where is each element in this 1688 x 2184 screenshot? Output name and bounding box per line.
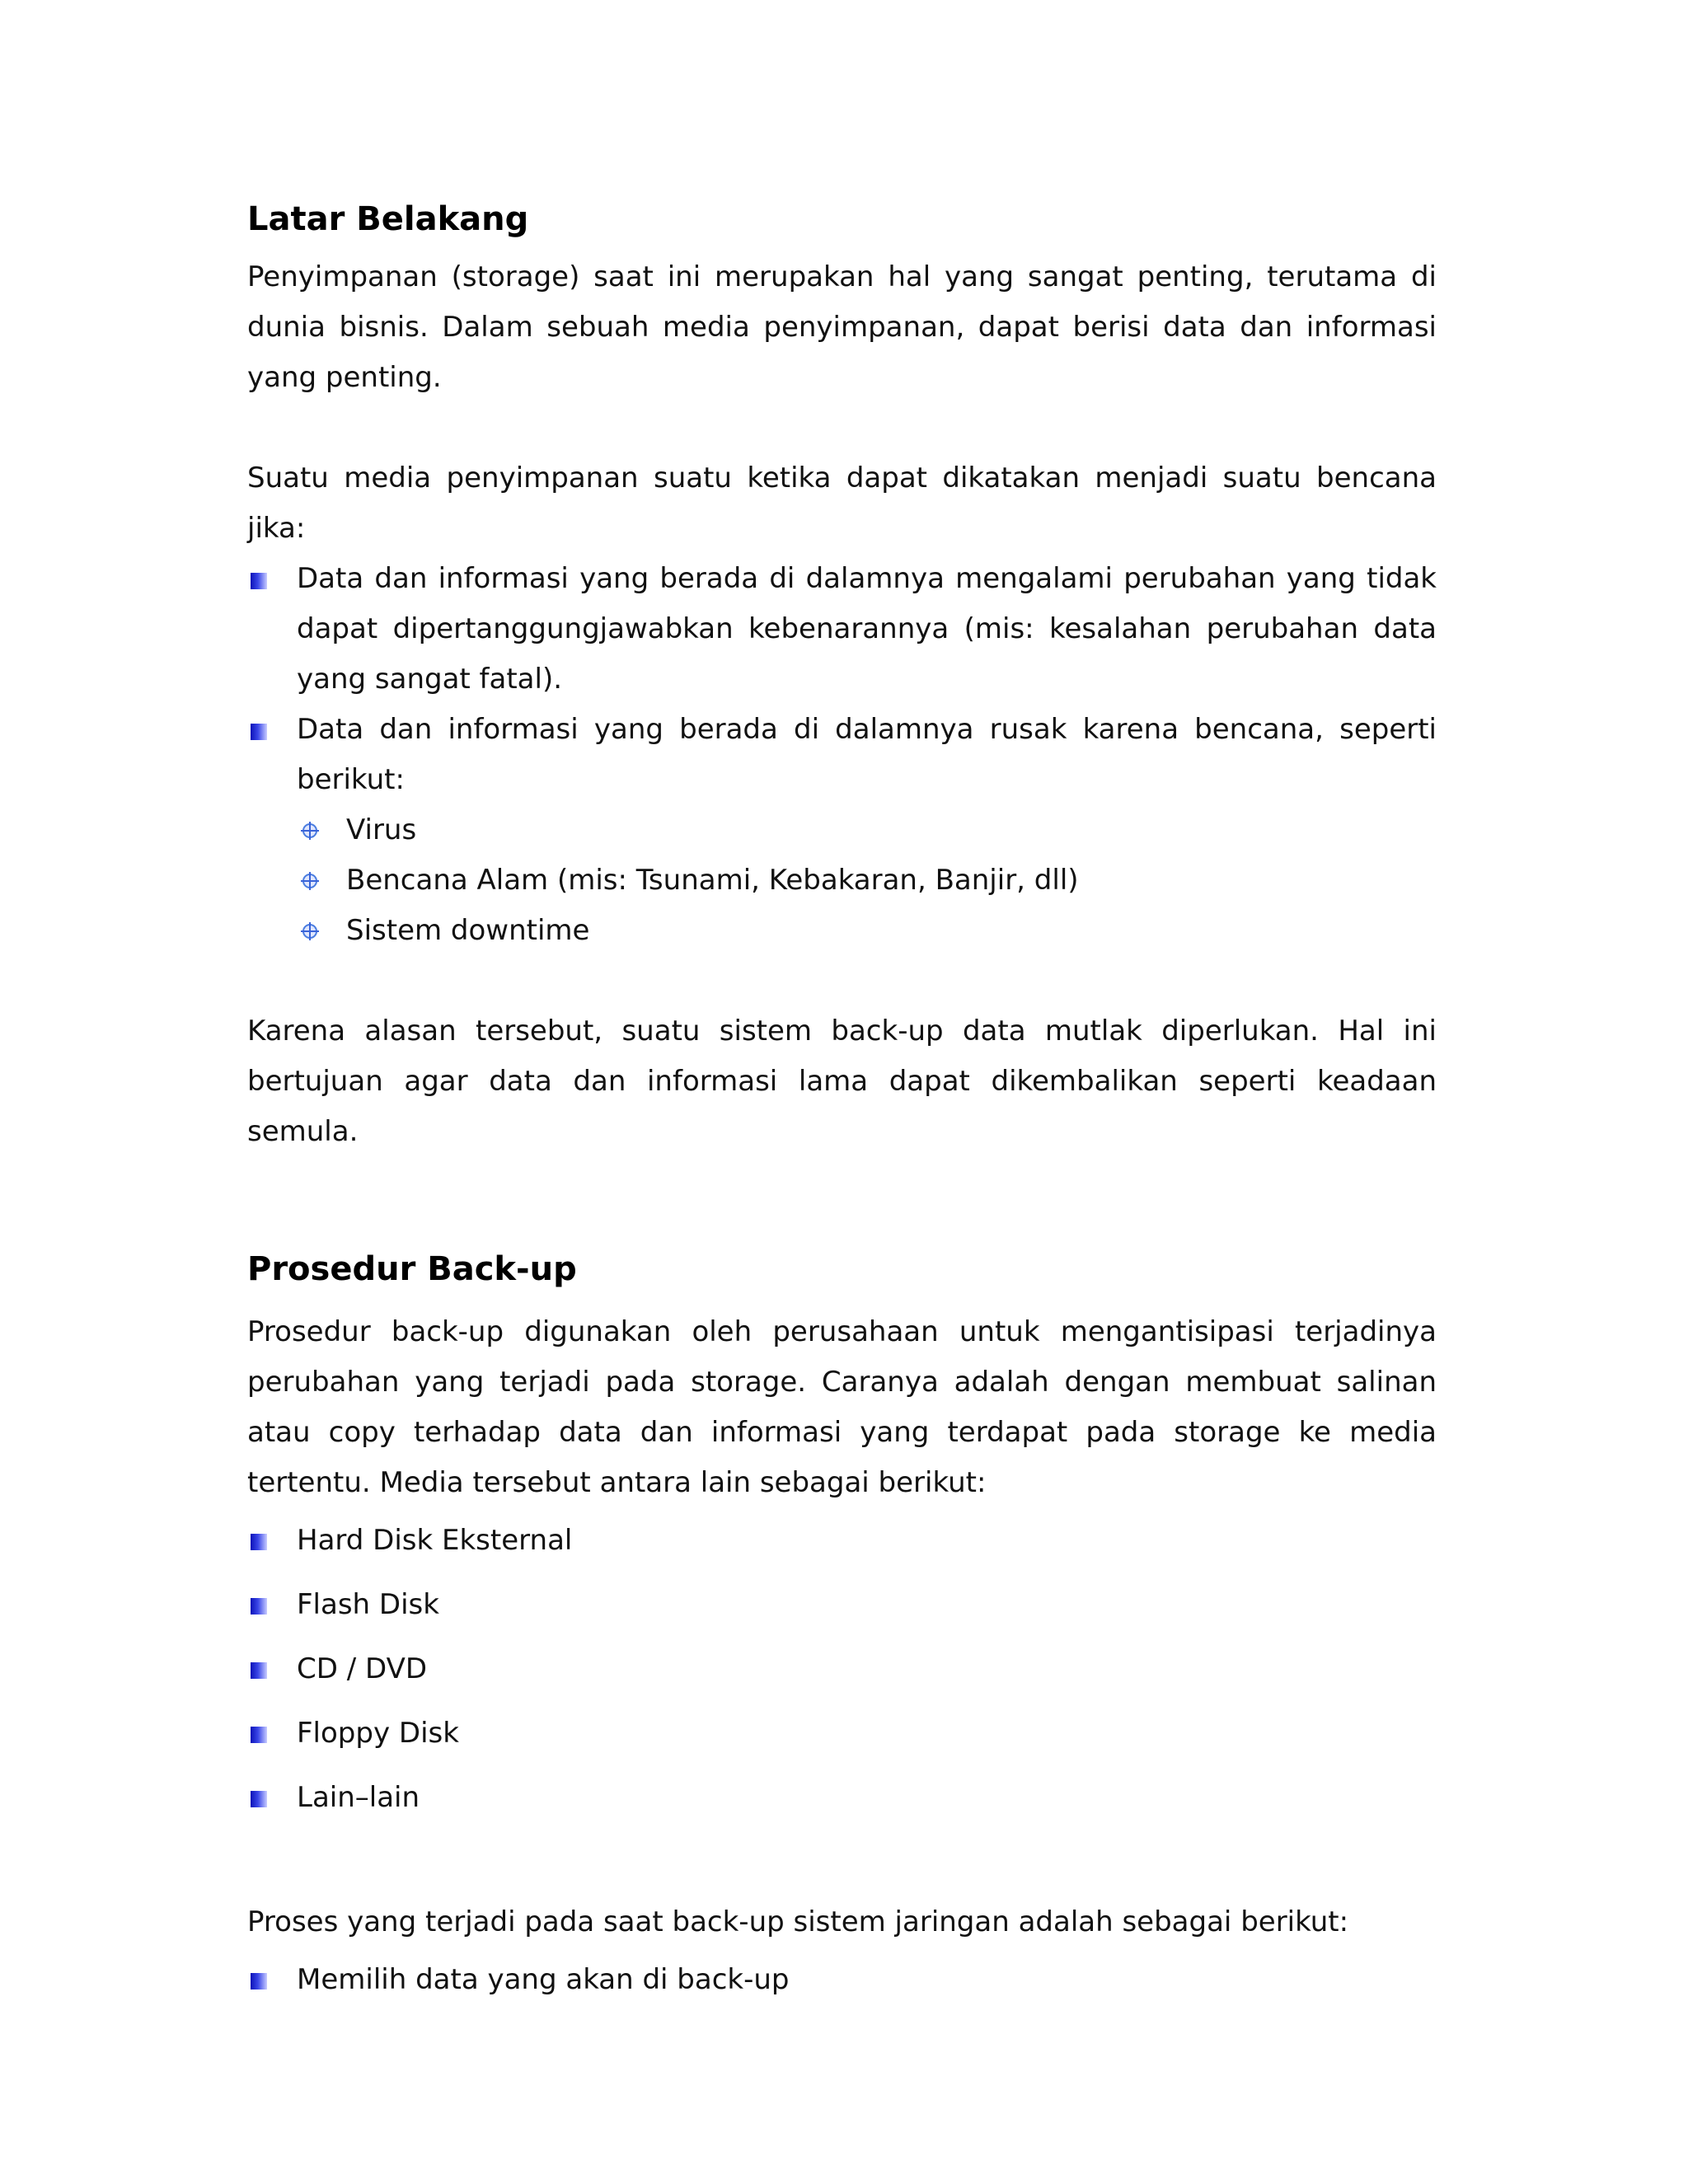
list-item [247, 554, 1437, 705]
crosshair-bullet-icon [300, 921, 320, 941]
section-heading-latar-belakang: Latar Belakang [247, 200, 529, 238]
paragraph-intro: Penyimpanan (storage) saat ini merupakan hal yang sangat penting, terutama di dunia bisnis. Dalam sebuah media penyimpanan, dapat berisi data dan informasi yang penting. [247, 260, 1437, 394]
list-item [247, 1637, 1437, 1701]
square-bullet-icon [251, 1791, 267, 1807]
paragraph-condition: Suatu media penyimpanan suatu ketika dapat dikatakan menjadi suatu bencana jika: [247, 462, 1437, 545]
square-bullet-icon [251, 573, 267, 589]
list-item [297, 855, 1437, 906]
paragraph-conclusion: Karena alasan tersebut, suatu sistem back-up data mutlak diperlukan. Hal ini bertujuan agar data dan informasi lama dapat dikembalikan seperti keadaan semula. [247, 1015, 1437, 1148]
square-bullet-icon [251, 1598, 267, 1615]
backup-media-list [247, 1508, 1437, 1830]
disaster-types-list [297, 805, 1437, 956]
list-item-text: Memilih data yang akan di back-up [297, 1963, 790, 1996]
backup-steps-list [247, 1947, 1437, 2012]
paragraph-backup-process: Proses yang terjadi pada saat back-up sistem jaringan adalah sebagai berikut: [247, 1905, 1349, 1938]
list-item-text: CD / DVD [297, 1652, 428, 1685]
crosshair-bullet-icon [300, 871, 320, 891]
list-item-text: Bencana Alam (mis: Tsunami, Kebakaran, Banjir, dll) [346, 864, 1079, 897]
square-bullet-icon [251, 1662, 267, 1679]
square-bullet-icon [251, 1534, 267, 1550]
list-item-text: Sistem downtime [346, 914, 590, 947]
square-bullet-icon [251, 724, 267, 740]
list-item [247, 1572, 1437, 1637]
list-item-text: Data dan informasi yang berada di dalamnya rusak karena bencana, seperti berikut: [297, 713, 1437, 796]
crosshair-bullet-icon [300, 821, 320, 841]
list-item-text: Data dan informasi yang berada di dalamnya mengalami perubahan yang tidak dapat dipertanggungjawabkan kebenarannya (mis: kesalahan perubahan data yang sangat fatal). [297, 562, 1437, 696]
disaster-conditions-list [247, 554, 1437, 956]
list-item [297, 805, 1437, 855]
list-item-text: Virus [346, 813, 417, 846]
list-item [297, 906, 1437, 956]
list-item-text: Hard Disk Eksternal [297, 1524, 573, 1557]
square-bullet-icon [251, 1727, 267, 1743]
section-heading-prosedur-backup: Prosedur Back-up [247, 1250, 577, 1288]
list-item [247, 1765, 1437, 1830]
list-item-text: Flash Disk [297, 1588, 439, 1621]
paragraph-backup-procedure: Prosedur back-up digunakan oleh perusahaan untuk mengantisipasi terjadinya perubahan yang terjadi pada storage. Caranya adalah dengan membuat salinan atau copy terhadap data dan informasi yang terdapat pada storage ke media tertentu. Media tersebut antara lain sebagai berikut: [247, 1315, 1437, 1499]
list-item [247, 1508, 1437, 1572]
document-page [247, 190, 1437, 2012]
square-bullet-icon [251, 1973, 267, 1990]
list-item [247, 1701, 1437, 1765]
list-item [247, 705, 1437, 956]
list-item-text: Floppy Disk [297, 1717, 459, 1750]
list-item [247, 1947, 1437, 2012]
list-item-text: Lain–lain [297, 1781, 420, 1814]
